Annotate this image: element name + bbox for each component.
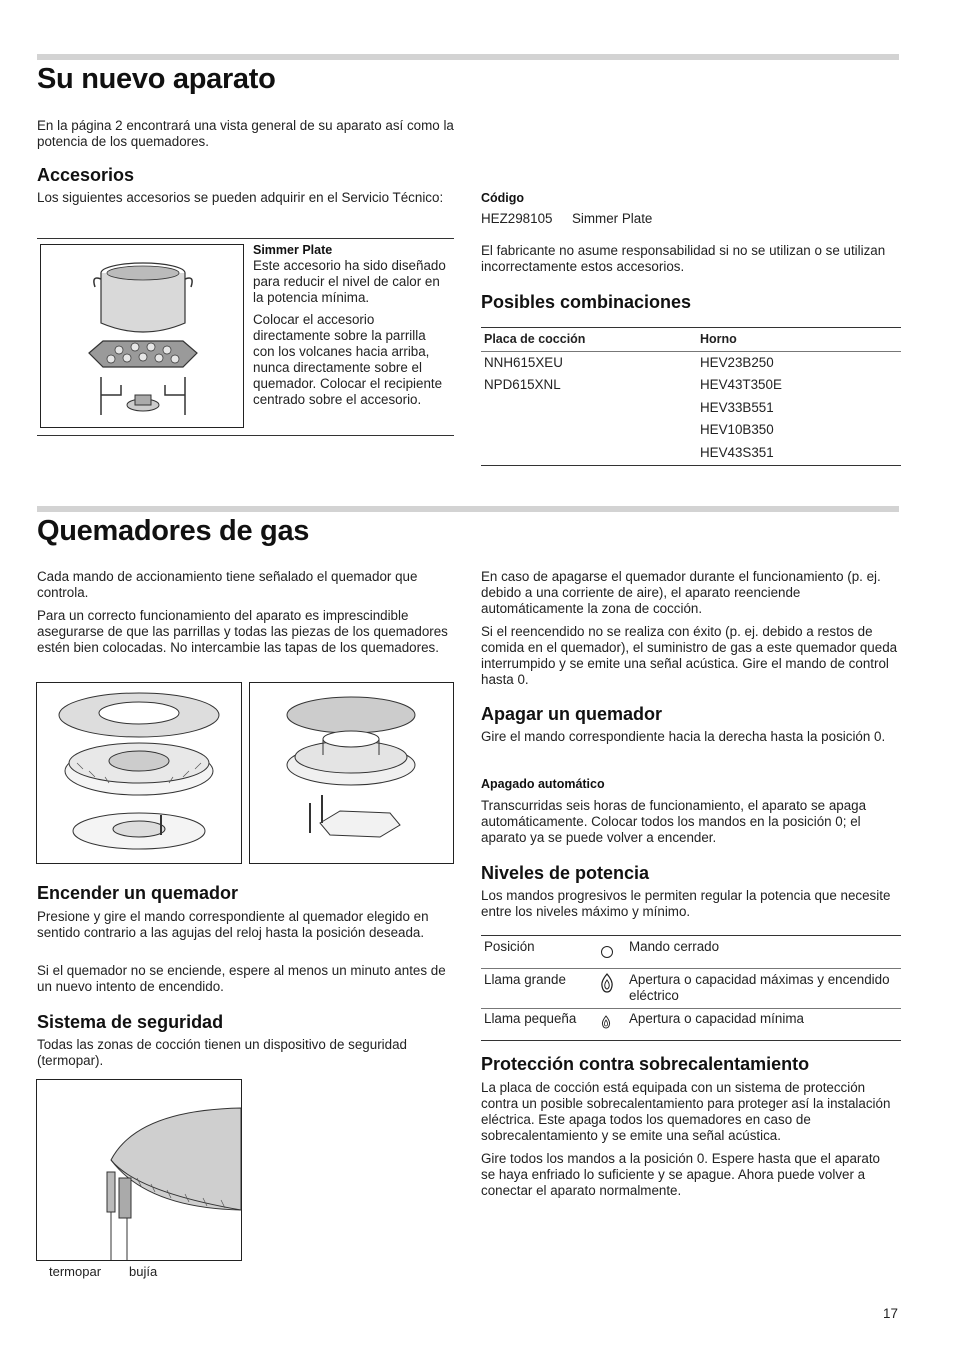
quemadores-text-1: Cada mando de accionamiento tiene señalado el quemador que controla.: [37, 569, 418, 600]
quemadores-text-2: Para un correcto funcionamiento del aparato es imprescindible asegurarse de que las parrillas y todas las piezas de los quemadores estén bien colocadas. No intercambie las tapas de los quemadores.: [37, 608, 448, 655]
niveles-table-bottom: [481, 1040, 901, 1041]
table-cell: HEV43T350E: [700, 377, 782, 392]
niveles-row-rule: [481, 1008, 901, 1009]
comb-col-placa: Placa de cocción: [484, 332, 586, 346]
intro-text: En la página 2 encontrará una vista general de su aparato así como la potencia de los quemadores.: [37, 118, 454, 149]
niveles-heading: Niveles de potencia: [481, 863, 650, 883]
page-number: 17: [883, 1306, 898, 1321]
comb-table-header-rule: [481, 351, 901, 352]
small-flame-icon: [601, 1015, 611, 1029]
niveles-row-desc: Apertura o capacidad máximas y encendido eléctrico: [629, 972, 890, 1003]
proteccion-heading: Protección contra sobrecalentamiento: [481, 1054, 810, 1074]
burner-exploded-illustration: [37, 683, 241, 863]
page-title: Su nuevo aparato: [37, 63, 276, 95]
thermocouple-figure: [36, 1079, 242, 1261]
apagado-automatico-text: Transcurridas seis horas de funcionamiento, el aparato se apaga automáticamente. Colocar todos los mandos en la posición 0; el aparato ya se puede volver a encender.: [481, 798, 867, 845]
niveles-row-label: Posición: [484, 939, 535, 954]
niveles-row-label: Llama pequeña: [484, 1011, 577, 1026]
termopar-label: termopar: [49, 1264, 102, 1279]
section-title: Quemadores de gas: [37, 515, 310, 547]
table-cell: HEV23B250: [700, 355, 774, 370]
seguridad-heading: Sistema de seguridad: [37, 1012, 224, 1032]
proteccion-text-2: Gire todos los mandos a la posición 0. Espere hasta que el aparato se haya enfriado lo suficiente y se apague. Ahora puede volver a conectar el aparato normalmente.: [481, 1151, 880, 1198]
simmer-plate-title: Simmer Plate: [253, 243, 333, 257]
niveles-row-desc: Mando cerrado: [629, 939, 720, 954]
niveles-table-top: [481, 935, 901, 936]
apagado-automatico-heading: Apagado automático: [481, 777, 605, 791]
apagar-text: Gire el mando correspondiente hacia la derecha hasta la posición 0.: [481, 729, 886, 744]
niveles-row-label: Llama grande: [484, 972, 566, 987]
codigo-code: HEZ298105: [481, 211, 553, 226]
accesorios-heading: Accesorios: [37, 165, 135, 185]
comb-col-horno: Horno: [700, 332, 737, 346]
apagar-heading: Apagar un quemador: [481, 704, 663, 724]
table-bottom-rule: [37, 435, 454, 436]
encender-heading: Encender un quemador: [37, 883, 239, 903]
section-rule: [37, 54, 899, 60]
comb-table-top: [481, 327, 901, 328]
pot-on-simmer-plate-illustration: [41, 245, 243, 427]
section-rule: [37, 506, 899, 512]
accesorios-text: Los siguientes accesorios se pueden adquirir en el Servicio Técnico:: [37, 190, 444, 205]
reencendido-text-2: Si el reencendido no se realiza con éxito (p. ej. debido a restos de comida en el quemador), el suministro de gas a este quemador queda interrumpido y se emite una señal acústica. Gire el mando de control hasta 0.: [481, 624, 898, 687]
niveles-row-rule: [481, 968, 901, 969]
simmer-plate-text-2: Colocar el accesorio directamente sobre la parrilla con los volcanes hacia arriba, nunca directamente sobre el quemador. Colocar el recipiente centrado sobre el accesorio.: [253, 312, 443, 407]
combinaciones-heading: Posibles combinaciones: [481, 292, 692, 312]
table-cell: HEV33B551: [700, 400, 774, 415]
table-cell: HEV43S351: [700, 445, 774, 460]
simmer-plate-figure: [40, 244, 244, 428]
encender-text-1: Presione y gire el mando correspondiente al quemador elegido en sentido contrario a las agujas del reloj hasta la posición deseada.: [37, 909, 429, 940]
proteccion-text-1: La placa de cocción está equipada con un sistema de protección contra un posible sobrecalentamiento para proteger así la instalación eléctrica. Este apaga todos los quemadores en caso de sobrecalentamiento y se emite una señal acústica.: [481, 1080, 891, 1143]
table-top-rule: [37, 238, 454, 239]
thermocouple-illustration: [37, 1080, 241, 1260]
table-cell: HEV10B350: [700, 422, 774, 437]
disclaimer-text: El fabricante no asume responsabilidad si no se utilizan o se utilizan incorrectamente estos accesorios.: [481, 243, 886, 274]
simmer-plate-text-1: Este accesorio ha sido diseñado para reducir el nivel de calor en la potencia mínima.: [253, 258, 446, 305]
niveles-text: Los mandos progresivos le permiten regular la potencia que necesite entre los niveles máximo y mínimo.: [481, 888, 891, 919]
table-cell: NPD615XNL: [484, 377, 561, 392]
burner-parts-figure-large: [36, 682, 242, 864]
large-flame-icon: [600, 973, 614, 993]
table-cell: NNH615XEU: [484, 355, 563, 370]
encender-text-2: Si el quemador no se enciende, espere al menos un minuto antes de un nuevo intento de encendido.: [37, 963, 446, 994]
bujia-label: bujía: [129, 1264, 158, 1279]
circle-off-icon: [601, 946, 613, 958]
small-burner-exploded-illustration: [250, 683, 453, 863]
reencendido-text-1: En caso de apagarse el quemador durante el funcionamiento (p. ej. debido a una corriente de aire), el aparato reenciende automáticamente la zona de cocción.: [481, 569, 881, 616]
niveles-row-desc: Apertura o capacidad mínima: [629, 1011, 804, 1026]
burner-parts-figure-small: [249, 682, 454, 864]
codigo-name: Simmer Plate: [572, 211, 653, 226]
seguridad-text: Todas las zonas de cocción tienen un dispositivo de seguridad (termopar).: [37, 1037, 407, 1068]
codigo-label: Código: [481, 191, 525, 205]
comb-table-bottom: [481, 465, 901, 466]
